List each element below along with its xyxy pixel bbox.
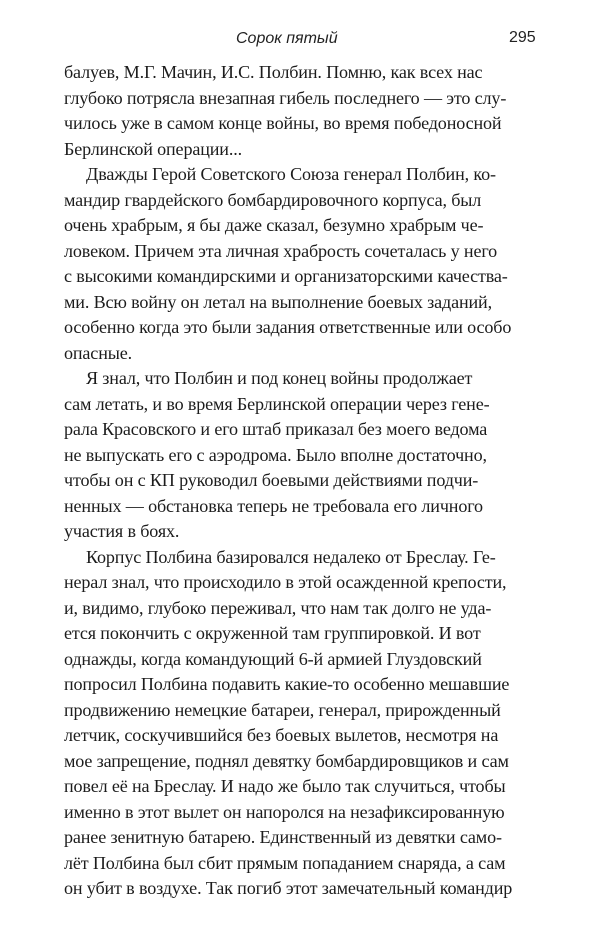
text-line: очень храбрым, я бы даже сказал, безумно храбрым че- bbox=[64, 215, 484, 235]
text-line: лёт Полбина был сбит прямым попаданием снаряда, а сам bbox=[64, 852, 506, 873]
text-line: попросил Полбина подавить какие-то особенно мешавшие bbox=[64, 674, 510, 694]
text-line: глубоко потрясла внезапная гибель последнего — это слу- bbox=[64, 87, 507, 108]
text-line: и, видимо, глубоко переживал, что нам так долго не уда- bbox=[64, 597, 492, 618]
paragraph-first-line: Дважды Герой Советского Союза генерал Полбин, ко- bbox=[86, 164, 496, 184]
text-line: ется покончить с окруженной там группировкой. И вот bbox=[64, 623, 481, 643]
page-number: 295 bbox=[509, 29, 536, 46]
text-line: особенно когда это были задания ответственные или особо bbox=[64, 317, 512, 337]
running-title: Сорок пятый bbox=[236, 30, 338, 47]
paragraph-first-line: Я знал, что Полбин и под конец войны продолжает bbox=[86, 368, 473, 388]
text-line: не выпускать его с аэродрома. Было вполне достаточно, bbox=[64, 444, 487, 465]
text-line: с высокими командирскими и организаторскими качества- bbox=[64, 266, 508, 286]
text-line: рала Красовского и его штаб приказал без моего ведома bbox=[64, 419, 488, 439]
body-text bbox=[64, 60, 551, 902]
text-line: именно в этот вылет он напоролся на незафиксированную bbox=[64, 801, 505, 822]
text-line: летчик, соскучившийся без боевых вылетов, несмотря на bbox=[64, 725, 499, 745]
text-line: балуев, М.Г. Мачин, И.С. Полбин. Помню, как всех нас bbox=[64, 62, 483, 82]
text-line: мандир гвардейского бомбардировочного корпуса, был bbox=[64, 189, 482, 210]
text-line: ловеком. Причем эта личная храбрость сочеталась у него bbox=[64, 240, 498, 261]
text-line: участия в боях. bbox=[64, 521, 180, 541]
text-line: он убит в воздухе. Так погиб этот замечательный командир bbox=[64, 878, 513, 898]
text-line: нерал знал, что происходило в этой осажденной крепости, bbox=[64, 572, 507, 592]
text-line: Берлинской операции... bbox=[64, 138, 242, 159]
text-line: повел её на Бреслау. И надо же было так случиться, чтобы bbox=[64, 776, 506, 796]
text-line: мое запрещение, поднял девятку бомбардировщиков и сам bbox=[64, 750, 509, 771]
text-line: продвижению немецкие батареи, генерал, прирожденный bbox=[64, 699, 501, 720]
text-line: ранее зенитную батарею. Единственный из девятки само- bbox=[64, 827, 502, 847]
text-line: однажды, когда командующий 6-й армией Глуздовский bbox=[64, 648, 482, 669]
text-line: сам летать, и во время Берлинской операции через гене- bbox=[64, 393, 490, 414]
running-header bbox=[0, 24, 600, 50]
text-line: ненных — обстановка теперь не требовала его личного bbox=[64, 495, 483, 516]
text-line: чилось уже в самом конце войны, во время победоносной bbox=[64, 113, 502, 133]
text-line: чтобы он с КП руководил боевыми действиями подчи- bbox=[64, 470, 479, 490]
text-line: опасные. bbox=[64, 342, 132, 363]
paragraph-first-line: Корпус Полбина базировался недалеко от Бреслау. Ге- bbox=[86, 546, 496, 567]
text-line: ми. Всю войну он летал на выполнение боевых заданий, bbox=[64, 291, 492, 312]
